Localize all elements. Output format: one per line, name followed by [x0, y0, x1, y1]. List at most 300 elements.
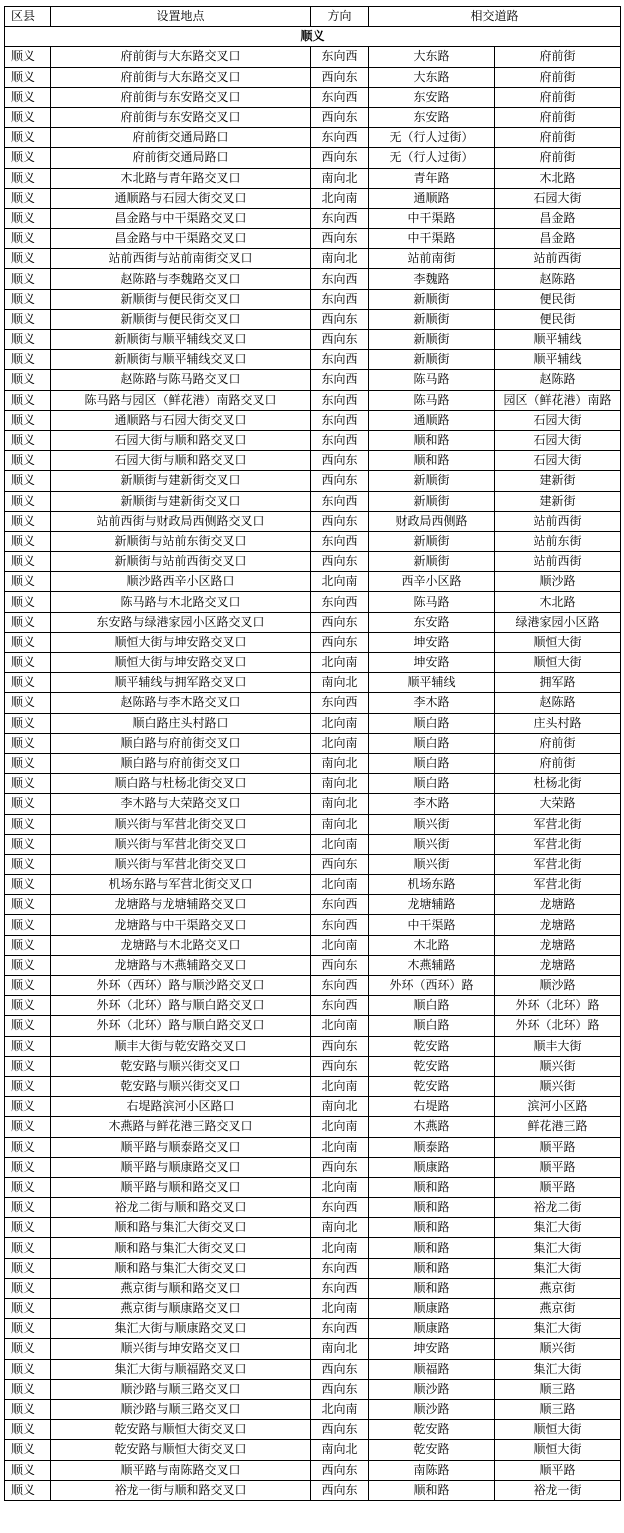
cell-main-road: 集汇大街 — [495, 1218, 621, 1238]
cell-direction: 南向北 — [311, 794, 369, 814]
cell-location: 顺兴街与坤安路交叉口 — [51, 1339, 311, 1359]
cell-location: 顺丰大街与乾安路交叉口 — [51, 1036, 311, 1056]
table-row — [5, 128, 621, 148]
cell-district: 顺义 — [5, 309, 51, 329]
cell-location: 通顺路与石园大街交叉口 — [51, 188, 311, 208]
cell-district: 顺义 — [5, 895, 51, 915]
cell-crossing-road: 顺白路 — [369, 753, 495, 773]
cell-crossing-road: 顺福路 — [369, 1359, 495, 1379]
cell-direction: 东向西 — [311, 976, 369, 996]
table-row — [5, 410, 621, 430]
table-row — [5, 814, 621, 834]
cell-location: 顺和路与集汇大街交叉口 — [51, 1238, 311, 1258]
table-row — [5, 1036, 621, 1056]
cell-district: 顺义 — [5, 1056, 51, 1076]
cell-main-road: 站前西街 — [495, 552, 621, 572]
cell-crossing-road: 陈马路 — [369, 390, 495, 410]
table-row — [5, 572, 621, 592]
cell-main-road: 府前街 — [495, 148, 621, 168]
table-row — [5, 1278, 621, 1298]
cell-direction: 东向西 — [311, 128, 369, 148]
cell-direction: 北向南 — [311, 935, 369, 955]
cell-crossing-road: 外环（西环）路 — [369, 976, 495, 996]
cell-crossing-road: 陈马路 — [369, 592, 495, 612]
table-row — [5, 471, 621, 491]
cell-crossing-road: 顺和路 — [369, 1198, 495, 1218]
cell-district: 顺义 — [5, 955, 51, 975]
cell-crossing-road: 顺和路 — [369, 1480, 495, 1500]
cell-district: 顺义 — [5, 1339, 51, 1359]
cell-main-road: 鲜花港三路 — [495, 1117, 621, 1137]
cell-main-road: 顺平辅线 — [495, 330, 621, 350]
cell-district: 顺义 — [5, 87, 51, 107]
cell-direction: 南向北 — [311, 1097, 369, 1117]
cell-direction: 西向东 — [311, 107, 369, 127]
cell-direction: 东向西 — [311, 208, 369, 228]
table-row — [5, 976, 621, 996]
cell-location: 站前西街与站前南街交叉口 — [51, 249, 311, 269]
cell-direction: 北向南 — [311, 713, 369, 733]
cell-main-road: 集汇大街 — [495, 1359, 621, 1379]
cell-direction: 北向南 — [311, 653, 369, 673]
cell-direction: 南向北 — [311, 673, 369, 693]
cell-district: 顺义 — [5, 168, 51, 188]
cell-district: 顺义 — [5, 1359, 51, 1379]
cell-district: 顺义 — [5, 1258, 51, 1278]
cell-location: 东安路与绿港家园小区路交叉口 — [51, 612, 311, 632]
cell-main-road: 府前街 — [495, 733, 621, 753]
table-row — [5, 1460, 621, 1480]
cell-main-road: 军营北街 — [495, 834, 621, 854]
cell-location: 昌金路与中干渠路交叉口 — [51, 208, 311, 228]
cell-direction: 东向西 — [311, 915, 369, 935]
cell-crossing-road: 乾安路 — [369, 1076, 495, 1096]
table-row — [5, 430, 621, 450]
cell-direction: 北向南 — [311, 1177, 369, 1197]
cell-direction: 西向东 — [311, 854, 369, 874]
cell-main-road: 顺平路 — [495, 1177, 621, 1197]
cell-main-road: 府前街 — [495, 753, 621, 773]
cell-location: 乾安路与顺兴街交叉口 — [51, 1076, 311, 1096]
table-row — [5, 915, 621, 935]
cell-main-road: 建新街 — [495, 471, 621, 491]
cell-crossing-road: 新顺街 — [369, 289, 495, 309]
cell-direction: 西向东 — [311, 1379, 369, 1399]
cell-location: 顺和路与集汇大街交叉口 — [51, 1218, 311, 1238]
table-row — [5, 1299, 621, 1319]
cell-crossing-road: 通顺路 — [369, 410, 495, 430]
cell-district: 顺义 — [5, 1480, 51, 1500]
cell-location: 顺沙路与顺三路交叉口 — [51, 1399, 311, 1419]
cell-main-road: 军营北街 — [495, 854, 621, 874]
cell-location: 龙塘路与木燕辅路交叉口 — [51, 955, 311, 975]
cell-main-road: 站前东街 — [495, 531, 621, 551]
camera-location-table — [4, 6, 621, 1501]
cell-crossing-road: 坤安路 — [369, 1339, 495, 1359]
cell-direction: 南向北 — [311, 753, 369, 773]
table-row — [5, 673, 621, 693]
cell-location: 新顺街与便民街交叉口 — [51, 309, 311, 329]
cell-crossing-road: 顺和路 — [369, 1177, 495, 1197]
table-row — [5, 774, 621, 794]
cell-main-road: 站前西街 — [495, 511, 621, 531]
cell-main-road: 顺平路 — [495, 1137, 621, 1157]
cell-crossing-road: 新顺街 — [369, 350, 495, 370]
cell-district: 顺义 — [5, 1399, 51, 1419]
header-location: 设置地点 — [51, 7, 311, 27]
table-row — [5, 1157, 621, 1177]
cell-crossing-road: 木燕辅路 — [369, 955, 495, 975]
cell-location: 顺沙路与顺三路交叉口 — [51, 1379, 311, 1399]
cell-direction: 北向南 — [311, 834, 369, 854]
table-row — [5, 996, 621, 1016]
cell-direction: 东向西 — [311, 491, 369, 511]
cell-crossing-road: 财政局西侧路 — [369, 511, 495, 531]
header-district: 区县 — [5, 7, 51, 27]
table-row — [5, 1258, 621, 1278]
section-row — [5, 27, 621, 47]
cell-direction: 西向东 — [311, 1036, 369, 1056]
cell-district: 顺义 — [5, 47, 51, 67]
cell-main-road: 集汇大街 — [495, 1319, 621, 1339]
cell-district: 顺义 — [5, 188, 51, 208]
cell-main-road: 龙塘路 — [495, 955, 621, 975]
cell-direction: 西向东 — [311, 552, 369, 572]
cell-main-road: 石园大街 — [495, 410, 621, 430]
table-row — [5, 1056, 621, 1076]
cell-direction: 东向西 — [311, 87, 369, 107]
cell-location: 府前街与东安路交叉口 — [51, 107, 311, 127]
cell-crossing-road: 新顺街 — [369, 491, 495, 511]
cell-direction: 东向西 — [311, 350, 369, 370]
cell-location: 赵陈路与李魏路交叉口 — [51, 269, 311, 289]
cell-direction: 北向南 — [311, 1238, 369, 1258]
cell-direction: 东向西 — [311, 289, 369, 309]
cell-location: 顺平路与顺泰路交叉口 — [51, 1137, 311, 1157]
cell-location: 顺兴街与军营北街交叉口 — [51, 854, 311, 874]
cell-crossing-road: 顺白路 — [369, 996, 495, 1016]
cell-crossing-road: 顺康路 — [369, 1319, 495, 1339]
table-row — [5, 612, 621, 632]
table-row — [5, 451, 621, 471]
table-row — [5, 552, 621, 572]
cell-location: 府前街交通局路口 — [51, 148, 311, 168]
table-row — [5, 834, 621, 854]
cell-district: 顺义 — [5, 1097, 51, 1117]
cell-main-road: 外环（北环）路 — [495, 996, 621, 1016]
cell-direction: 东向西 — [311, 895, 369, 915]
table-row — [5, 1076, 621, 1096]
cell-crossing-road: 顺白路 — [369, 713, 495, 733]
cell-direction: 北向南 — [311, 875, 369, 895]
cell-district: 顺义 — [5, 1460, 51, 1480]
cell-location: 府前街与东安路交叉口 — [51, 87, 311, 107]
cell-district: 顺义 — [5, 1440, 51, 1460]
cell-crossing-road: 李木路 — [369, 794, 495, 814]
cell-location: 燕京街与顺和路交叉口 — [51, 1278, 311, 1298]
cell-crossing-road: 大东路 — [369, 67, 495, 87]
table-row — [5, 592, 621, 612]
cell-main-road: 庄头村路 — [495, 713, 621, 733]
cell-direction: 西向东 — [311, 1056, 369, 1076]
cell-location: 外环（西环）路与顺沙路交叉口 — [51, 976, 311, 996]
cell-district: 顺义 — [5, 915, 51, 935]
table-row — [5, 229, 621, 249]
cell-main-road: 府前街 — [495, 87, 621, 107]
cell-main-road: 建新街 — [495, 491, 621, 511]
cell-main-road: 大荣路 — [495, 794, 621, 814]
cell-direction: 西向东 — [311, 148, 369, 168]
cell-direction: 东向西 — [311, 47, 369, 67]
cell-location: 陈马路与园区（鲜花港）南路交叉口 — [51, 390, 311, 410]
table-row — [5, 1097, 621, 1117]
cell-crossing-road: 新顺街 — [369, 330, 495, 350]
cell-district: 顺义 — [5, 350, 51, 370]
cell-crossing-road: 李魏路 — [369, 269, 495, 289]
cell-crossing-road: 东安路 — [369, 87, 495, 107]
table-row — [5, 188, 621, 208]
cell-main-road: 府前街 — [495, 107, 621, 127]
cell-district: 顺义 — [5, 390, 51, 410]
cell-direction: 西向东 — [311, 451, 369, 471]
cell-location: 陈马路与木北路交叉口 — [51, 592, 311, 612]
cell-location: 机场东路与军营北街交叉口 — [51, 875, 311, 895]
table-row — [5, 1440, 621, 1460]
cell-main-road: 园区（鲜花港）南路 — [495, 390, 621, 410]
cell-location: 新顺街与站前西街交叉口 — [51, 552, 311, 572]
cell-direction: 北向南 — [311, 572, 369, 592]
table-body — [5, 47, 621, 1501]
cell-location: 顺白路与杜杨北街交叉口 — [51, 774, 311, 794]
cell-crossing-road: 南陈路 — [369, 1460, 495, 1480]
cell-direction: 南向北 — [311, 1218, 369, 1238]
table-row — [5, 653, 621, 673]
cell-location: 乾安路与顺兴街交叉口 — [51, 1056, 311, 1076]
cell-direction: 东向西 — [311, 410, 369, 430]
cell-main-road: 府前街 — [495, 47, 621, 67]
table-row — [5, 107, 621, 127]
cell-district: 顺义 — [5, 491, 51, 511]
cell-location: 集汇大街与顺康路交叉口 — [51, 1319, 311, 1339]
cell-district: 顺义 — [5, 693, 51, 713]
cell-direction: 西向东 — [311, 632, 369, 652]
cell-crossing-road: 右堤路 — [369, 1097, 495, 1117]
cell-main-road: 顺丰大街 — [495, 1036, 621, 1056]
cell-crossing-road: 无（行人过街） — [369, 148, 495, 168]
table-row — [5, 1177, 621, 1197]
table-row — [5, 1399, 621, 1419]
cell-main-road: 府前街 — [495, 67, 621, 87]
cell-direction: 南向北 — [311, 168, 369, 188]
cell-direction: 南向北 — [311, 774, 369, 794]
table-row — [5, 390, 621, 410]
cell-direction: 东向西 — [311, 430, 369, 450]
cell-district: 顺义 — [5, 834, 51, 854]
cell-crossing-road: 顺白路 — [369, 733, 495, 753]
cell-direction: 东向西 — [311, 693, 369, 713]
cell-district: 顺义 — [5, 67, 51, 87]
cell-district: 顺义 — [5, 753, 51, 773]
cell-district: 顺义 — [5, 774, 51, 794]
cell-main-road: 龙塘路 — [495, 895, 621, 915]
table-row — [5, 1319, 621, 1339]
cell-direction: 北向南 — [311, 188, 369, 208]
cell-main-road: 顺恒大街 — [495, 1440, 621, 1460]
table-row — [5, 1339, 621, 1359]
cell-location: 顺恒大街与坤安路交叉口 — [51, 653, 311, 673]
cell-main-road: 赵陈路 — [495, 269, 621, 289]
cell-location: 新顺街与顺平辅线交叉口 — [51, 350, 311, 370]
table-row — [5, 1198, 621, 1218]
table-row — [5, 1137, 621, 1157]
cell-main-road: 燕京街 — [495, 1299, 621, 1319]
cell-direction: 东向西 — [311, 1278, 369, 1298]
table-row — [5, 87, 621, 107]
table-row — [5, 148, 621, 168]
cell-district: 顺义 — [5, 976, 51, 996]
cell-crossing-road: 龙塘辅路 — [369, 895, 495, 915]
cell-main-road: 便民街 — [495, 309, 621, 329]
cell-district: 顺义 — [5, 1299, 51, 1319]
table-row — [5, 895, 621, 915]
cell-main-road: 石园大街 — [495, 188, 621, 208]
table-row — [5, 693, 621, 713]
cell-direction: 北向南 — [311, 1137, 369, 1157]
cell-crossing-road: 东安路 — [369, 612, 495, 632]
cell-crossing-road: 大东路 — [369, 47, 495, 67]
cell-main-road: 昌金路 — [495, 208, 621, 228]
table-row — [5, 1238, 621, 1258]
cell-direction: 西向东 — [311, 511, 369, 531]
table-container — [4, 6, 621, 1501]
header-direction: 方向 — [311, 7, 369, 27]
table-row — [5, 1420, 621, 1440]
cell-location: 顺兴街与军营北街交叉口 — [51, 814, 311, 834]
cell-direction: 北向南 — [311, 1399, 369, 1419]
cell-main-road: 绿港家园小区路 — [495, 612, 621, 632]
cell-district: 顺义 — [5, 289, 51, 309]
cell-district: 顺义 — [5, 592, 51, 612]
table-row — [5, 531, 621, 551]
cell-district: 顺义 — [5, 1319, 51, 1339]
cell-location: 木北路与青年路交叉口 — [51, 168, 311, 188]
cell-location: 顺平辅线与拥军路交叉口 — [51, 673, 311, 693]
table-row — [5, 632, 621, 652]
cell-crossing-road: 顺康路 — [369, 1299, 495, 1319]
cell-main-road: 顺沙路 — [495, 572, 621, 592]
cell-crossing-road: 中干渠路 — [369, 229, 495, 249]
cell-district: 顺义 — [5, 794, 51, 814]
cell-crossing-road: 东安路 — [369, 107, 495, 127]
cell-district: 顺义 — [5, 148, 51, 168]
cell-direction: 西向东 — [311, 1420, 369, 1440]
cell-direction: 南向北 — [311, 814, 369, 834]
cell-direction: 西向东 — [311, 309, 369, 329]
cell-main-road: 便民街 — [495, 289, 621, 309]
cell-district: 顺义 — [5, 410, 51, 430]
cell-main-road: 顺恒大街 — [495, 632, 621, 652]
cell-location: 赵陈路与陈马路交叉口 — [51, 370, 311, 390]
cell-district: 顺义 — [5, 1177, 51, 1197]
cell-main-road: 赵陈路 — [495, 693, 621, 713]
cell-location: 府前街与大东路交叉口 — [51, 67, 311, 87]
cell-crossing-road: 顺沙路 — [369, 1379, 495, 1399]
cell-main-road: 集汇大街 — [495, 1258, 621, 1278]
table-row — [5, 854, 621, 874]
table-row — [5, 753, 621, 773]
header-row — [5, 7, 621, 27]
cell-main-road: 顺兴街 — [495, 1339, 621, 1359]
table-row — [5, 269, 621, 289]
cell-crossing-road: 青年路 — [369, 168, 495, 188]
cell-direction: 东向西 — [311, 1198, 369, 1218]
cell-location: 顺平路与南陈路交叉口 — [51, 1460, 311, 1480]
cell-crossing-road: 陈马路 — [369, 370, 495, 390]
cell-main-road: 顺恒大街 — [495, 653, 621, 673]
cell-location: 顺沙路西辛小区路口 — [51, 572, 311, 592]
cell-district: 顺义 — [5, 330, 51, 350]
cell-location: 顺和路与集汇大街交叉口 — [51, 1258, 311, 1278]
cell-crossing-road: 中干渠路 — [369, 208, 495, 228]
cell-direction: 东向西 — [311, 996, 369, 1016]
cell-district: 顺义 — [5, 269, 51, 289]
cell-district: 顺义 — [5, 612, 51, 632]
cell-location: 府前街交通局路口 — [51, 128, 311, 148]
table-row — [5, 1016, 621, 1036]
cell-main-road: 顺恒大街 — [495, 1420, 621, 1440]
cell-location: 木燕路与鲜花港三路交叉口 — [51, 1117, 311, 1137]
table-row — [5, 208, 621, 228]
cell-location: 顺白路与府前街交叉口 — [51, 733, 311, 753]
cell-location: 顺兴街与军营北街交叉口 — [51, 834, 311, 854]
cell-main-road: 滨河小区路 — [495, 1097, 621, 1117]
cell-district: 顺义 — [5, 531, 51, 551]
cell-location: 右堤路滨河小区路口 — [51, 1097, 311, 1117]
cell-direction: 西向东 — [311, 67, 369, 87]
cell-district: 顺义 — [5, 935, 51, 955]
cell-location: 裕龙一街与顺和路交叉口 — [51, 1480, 311, 1500]
cell-crossing-road: 木燕路 — [369, 1117, 495, 1137]
cell-district: 顺义 — [5, 1117, 51, 1137]
cell-main-road: 赵陈路 — [495, 370, 621, 390]
cell-crossing-road: 顺兴街 — [369, 814, 495, 834]
cell-main-road: 顺平辅线 — [495, 350, 621, 370]
cell-district: 顺义 — [5, 1238, 51, 1258]
cell-direction: 东向西 — [311, 370, 369, 390]
table-row — [5, 330, 621, 350]
cell-direction: 西向东 — [311, 1359, 369, 1379]
cell-crossing-road: 顺康路 — [369, 1157, 495, 1177]
table-row — [5, 794, 621, 814]
cell-direction: 西向东 — [311, 955, 369, 975]
table-row — [5, 1359, 621, 1379]
cell-district: 顺义 — [5, 572, 51, 592]
cell-direction: 西向东 — [311, 1480, 369, 1500]
cell-crossing-road: 顺泰路 — [369, 1137, 495, 1157]
cell-direction: 北向南 — [311, 733, 369, 753]
cell-district: 顺义 — [5, 713, 51, 733]
cell-main-road: 石园大街 — [495, 430, 621, 450]
cell-direction: 北向南 — [311, 1117, 369, 1137]
cell-crossing-road: 乾安路 — [369, 1420, 495, 1440]
cell-location: 顺白路与府前街交叉口 — [51, 753, 311, 773]
section-title: 顺义 — [5, 27, 621, 47]
cell-main-road: 顺三路 — [495, 1379, 621, 1399]
cell-crossing-road: 顺沙路 — [369, 1399, 495, 1419]
cell-district: 顺义 — [5, 370, 51, 390]
cell-direction: 西向东 — [311, 1460, 369, 1480]
cell-district: 顺义 — [5, 733, 51, 753]
